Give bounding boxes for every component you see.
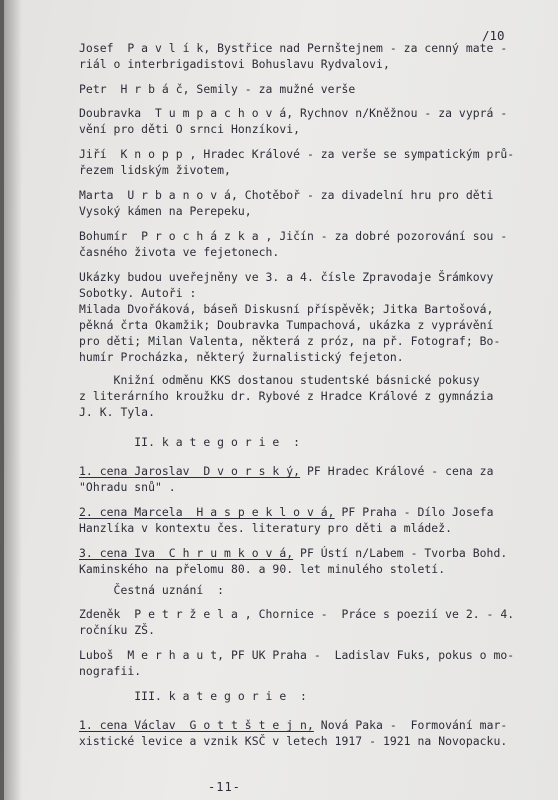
page-footer-mark: -11- — [208, 780, 241, 794]
award-bohumir-prochazka — [79, 228, 507, 260]
cat2-prize-2-winner: 2. cena Marcela H a s p e k l o v á, — [79, 505, 335, 519]
page-number: /10 — [482, 28, 505, 43]
cat3-prize-1-line-2: xistické levice a vznik KSČ v letech 1917 - 1921 na Novopacku. — [79, 734, 508, 748]
zpravodaj-line-2: Sobotky. Autoři : — [79, 286, 197, 300]
book-reward-line-2: z literárního kroužku dr. Rybové z Hradce Králové z gymnázia — [79, 389, 494, 403]
book-reward-line-1: Knižní odměnu KKS dostanou studentské básnické pokusy — [79, 373, 480, 387]
book-reward-line-3: J. K. Tyla. — [79, 405, 155, 419]
award-bohumir-line-1: Bohumír P r o c h á z k a , Jičín - za dobré pozorování sou - — [79, 229, 508, 243]
cat3-prize-1 — [79, 717, 507, 749]
award-jiri-knopp-line-2: řezem lidským životem, — [79, 163, 231, 177]
cat2-prize-2-line-2: Hanzlíka v kontextu čes. literatury pro děti a mládež. — [79, 521, 453, 535]
zpravodaj-line-1: Ukázky budou uveřejněny ve 3. a 4. čísle Zpravodaje Šrámkovy — [79, 270, 494, 284]
cat2-prize-1 — [79, 463, 493, 495]
award-josef-pavlik-line-1: Josef P a v l í k, Bystřice nad Pernštejnem - za cenný mate - — [79, 41, 508, 55]
award-doubravka-line-2: vění pro děti O srnci Honzíkovi, — [79, 122, 301, 136]
cat3-prize-1-winner: 1. cena Václav G o t t š t e j n, — [79, 718, 314, 732]
mention-zdenek-petrzela — [79, 606, 514, 638]
award-marta-line-1: Marta U r b a n o v á, Chotěboř - za divadelní hru pro děti — [79, 188, 494, 202]
cat3-prize-1-rest: Nová Paka - Formování mar- — [313, 718, 508, 732]
zpravodaj-line-6: humír Procházka, některý žurnalistický fejeton. — [79, 350, 404, 364]
mention-zdenek-line-1: Zdeněk P e t r ž e l a , Chornice - Práce s poezií ve 2. - 4. — [79, 607, 515, 621]
award-marta-urbanova — [79, 187, 493, 219]
award-bohumir-line-2: časného života ve fejetonech. — [79, 245, 280, 259]
cat2-prize-1-line-2: "Ohradu snů" . — [79, 480, 176, 494]
cat2-prize-2-rest: PF Praha - Dílo Josefa — [334, 505, 494, 519]
page-edge-shadow — [4, 0, 22, 800]
zpravodaj-line-3: Milada Dvořáková, báseň Diskusní příspěvěk; Jitka Bartošová, — [79, 302, 494, 316]
award-petr-hrbac: Petr H r b á č, Semily - za mužné verše — [79, 82, 356, 96]
mention-lubos-line-1: Luboš M e r h a u t, PF UK Praha - Ladislav Fuks, pokus o mo- — [79, 648, 515, 662]
honorable-mention-heading: Čestná uznání : — [79, 583, 225, 597]
mention-lubos-line-2: nografii. — [79, 664, 142, 678]
zpravodaj-publication-note — [79, 269, 500, 365]
zpravodaj-line-5: pro děti; Milan Valenta, některá z próz, na př. Fotograf; Bo- — [79, 334, 501, 348]
document-page — [4, 0, 558, 800]
cat2-prize-1-winner: 1. cena Jaroslav D v o r s k ý, — [79, 464, 301, 478]
book-reward-note — [79, 372, 493, 420]
cat2-prize-3-rest: PF Ústí n/Labem - Tvorba Bohd. — [293, 546, 508, 560]
award-jiri-knopp-line-1: Jiří K n o p p , Hradec Králové - za verše se sympatickým prů- — [79, 147, 515, 161]
cat2-prize-3 — [79, 545, 507, 577]
award-josef-pavlik-line-2: riál o interbrigadistovi Bohuslavu Rydvalovi, — [79, 57, 390, 71]
mention-zdenek-line-2: ročníku ZŠ. — [79, 623, 155, 637]
category-ii-heading: II. k a t e g o r i e : — [79, 435, 301, 449]
award-marta-line-2: Vysoký kámen na Perepeku, — [79, 204, 252, 218]
category-iii-heading: III. k a t e g o r i e : — [79, 689, 307, 703]
award-jiri-knopp — [79, 146, 514, 178]
award-doubravka-tumpachova — [79, 105, 507, 137]
award-josef-pavlik — [79, 40, 507, 72]
cat2-prize-3-line-2: Kaminského na přelomu 80. a 90. let minulého století. — [79, 562, 446, 576]
cat2-prize-1-rest: PF Hradec Králové - cena za — [300, 464, 494, 478]
award-doubravka-line-1: Doubravka T u m p a c h o v á, Rychnov n/Kněžnou - za vyprá - — [79, 106, 508, 120]
zpravodaj-line-4: pěkná črta Okamžik; Doubravka Tumpachová, ukázka z vyprávění — [79, 318, 494, 332]
cat2-prize-3-winner: 3. cena Iva C h r u m k o v á, — [79, 546, 294, 560]
cat2-prize-2 — [79, 504, 493, 536]
mention-lubos-merhaut — [79, 647, 514, 679]
